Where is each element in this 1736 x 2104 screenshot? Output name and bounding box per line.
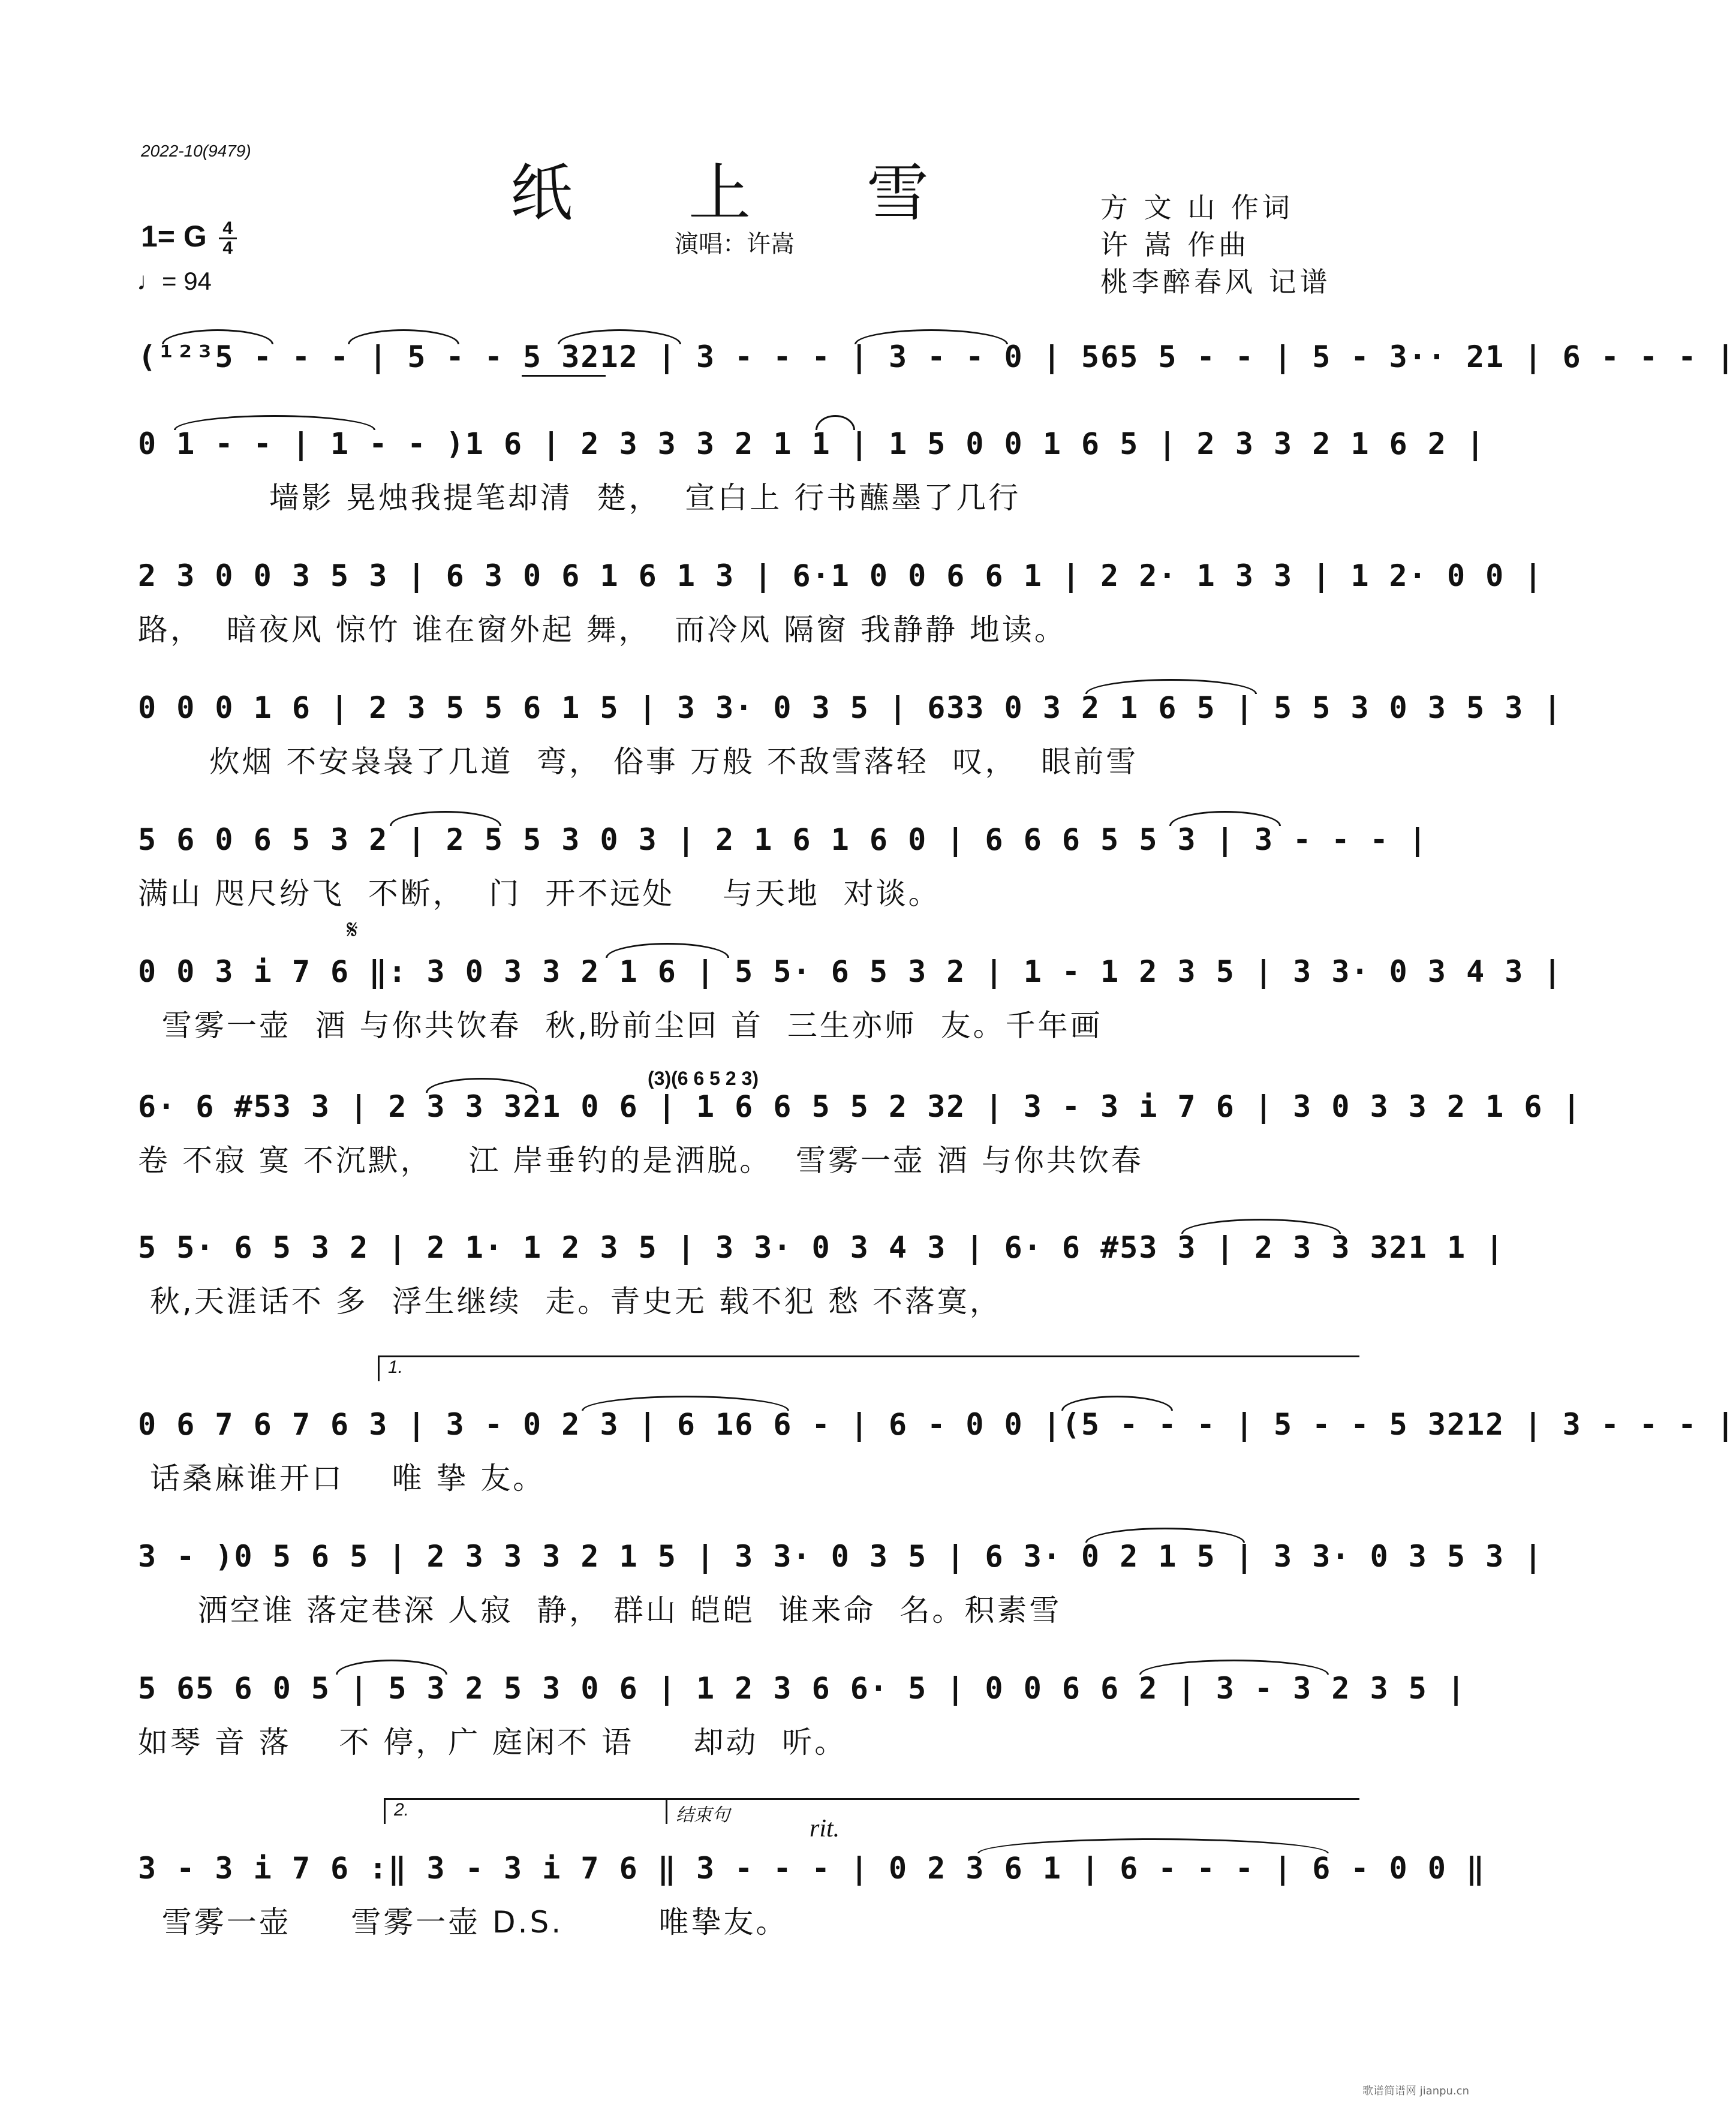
notes-line: 0 0 3 i 7 6 ‖: 3 0 3 3 2 1 6 | 5 5· 6 5 3 2 | 1 - 1 2 3 5 | 3 3· 0 3 4 3 | (138, 954, 1563, 989)
page-title: 纸 上 雪 (510, 157, 977, 230)
score-system (138, 1224, 1505, 1343)
notes-line: 2 3 0 0 3 5 3 | 6 3 0 6 1 6 1 3 | 6·1 0 0 6 6 1 | 2 2· 1 3 3 | 1 2· 0 0 | (138, 558, 1544, 593)
score-system (138, 420, 1486, 540)
volta-1: 1. (378, 1355, 1359, 1381)
time-top: 4 (222, 218, 233, 239)
notes-line: 0 1 - - | 1 - - )1 6 | 2 3 3 3 2 1 1 | 1 5 0 0 1 6 5 | 2 3 3 2 1 6 2 | (138, 426, 1486, 461)
score-system (138, 552, 1544, 672)
score-system (138, 1844, 1486, 1964)
tie (1061, 1396, 1173, 1411)
lyricist-credit: 方 文 山 作词 (1100, 191, 1293, 224)
ending-bracket: 结束句 (666, 1798, 1359, 1824)
tempo-mark: ♩= 94 (137, 267, 212, 295)
singer-credit: 演唱：许嵩 (675, 230, 795, 258)
notes-line: 0 6 7 6 7 6 3 | 3 - 0 2 3 | 6 16 6 - | 6 - 0 0 |(5 - - - | 5 - - 5 3212 | 3 - - - | (138, 1407, 1736, 1442)
score-code: 2022-10(9479) (141, 142, 251, 160)
rit-mark: rit. (810, 1815, 840, 1842)
lyrics-line: 如琴 音 落 不 停，广 庭闲不 语 却动 听。 (138, 1725, 847, 1760)
key-label: 1= G (141, 220, 207, 253)
tie (1085, 1528, 1245, 1543)
tie (162, 329, 273, 344)
tie (1169, 811, 1281, 826)
composer-credit: 许 嵩 作曲 (1100, 229, 1250, 261)
lyrics-line: 雪雾一壶 雪雾一壶 D.S. 唯挚友。 (138, 1905, 789, 1940)
tie (348, 329, 459, 344)
lyrics-line: 卷 不寂 寞 不沉默， 江 岸垂钓的是洒脱。 雪雾一壶 酒 与你共饮春 (138, 1143, 1144, 1178)
score-system (138, 948, 1563, 1068)
lyrics-line: 洒空谁 落定巷深 人寂 静， 群山 皑皑 谁来命 名。积素雪 (138, 1593, 1062, 1628)
tie (558, 329, 681, 344)
tie (606, 943, 729, 958)
key-signature (141, 219, 237, 257)
lyrics-line: 墙影 晃烛我提笔却清 楚， 宣白上 行书蘸墨了几行 (138, 480, 1021, 515)
lyrics-line: 雪雾一壶 酒 与你共饮春 秋,盼前尘回 首 三生亦师 友。千年画 (138, 1008, 1103, 1043)
score-system (138, 1664, 1467, 1784)
score-system (138, 816, 1428, 936)
tie (977, 1838, 1329, 1853)
alt-notes: (3)(6 6 5 2 3) (648, 1068, 759, 1089)
lyrics-line: 秋,天涯话不 多 浮生继续 走。青史无 载不犯 愁 不落寞， (138, 1284, 1002, 1319)
tie (855, 329, 1008, 344)
notes-line: (¹²³5 - - - | 5 - - 5 3212 | 3 - - - | 3 - - 0 | 565 5 - - | 5 - 3·· 21 | 6 - - - | (138, 339, 1736, 374)
lyrics-line: 路， 暗夜风 惊竹 谁在窗外起 舞， 而冷风 隔窗 我静静 地读。 (138, 612, 1067, 647)
score-system (138, 1083, 1582, 1203)
tie (582, 1396, 789, 1411)
lyrics-line: 话桑麻谁开口 唯 挚 友。 (138, 1461, 546, 1496)
notes-line: 6· 6 #53 3 | 2 3 3 321 0 6 | 1 6 6 5 5 2 32 | 3 - 3 i 7 6 | 3 0 3 3 2 1 6 | (138, 1089, 1582, 1124)
time-bottom: 4 (222, 238, 233, 259)
notes-line: 3 - 3 i 7 6 :‖ 3 - 3 i 7 6 ‖ 3 - - - | 0 2 3 6 1 | 6 - - - | 6 - 0 0 ‖ (138, 1851, 1486, 1886)
beam (522, 375, 606, 377)
time-signature (219, 220, 237, 257)
volta-2: 2. (384, 1798, 670, 1824)
lyrics-line: 炊烟 不安袅袅了几道 弯， 俗事 万般 不敌雪落轻 叹， 眼前雪 (138, 744, 1139, 779)
tie (1139, 1660, 1329, 1675)
segno-mark: 𝄋 (347, 915, 358, 945)
notes-line: 3 - )0 5 6 5 | 2 3 3 3 2 1 5 | 3 3· 0 3 5 | 6 3· 0 2 1 5 | 3 3· 0 3 5 3 | (138, 1539, 1544, 1574)
tie (336, 1660, 447, 1675)
score-system (138, 684, 1563, 804)
tie (1085, 679, 1257, 694)
notes-line: 5 5· 6 5 3 2 | 2 1· 1 2 3 5 | 3 3· 0 3 4 3 | 6· 6 #53 3 | 2 3 3 321 1 | (138, 1230, 1505, 1265)
transcriber-credit: 桃李醉春风 记谱 (1100, 266, 1331, 298)
score-system (138, 1400, 1736, 1520)
tie (1181, 1219, 1341, 1234)
tie (390, 811, 501, 826)
notes-line: 0 0 0 1 6 | 2 3 5 5 6 1 5 | 3 3· 0 3 5 | 633 0 3 2 1 6 5 | 5 5 3 0 3 5 3 | (138, 690, 1563, 725)
notes-line: 5 6 0 6 5 3 2 | 2 5 5 3 0 3 | 2 1 6 1 6 0 | 6 6 6 5 5 3 | 3 - - - | (138, 822, 1428, 857)
tie (426, 1078, 537, 1093)
score-system (138, 1532, 1544, 1652)
footer-watermark: 歌谱简谱网 jianpu.cn (1362, 2085, 1469, 2097)
notes-line: 5 65 6 0 5 | 5 3 2 5 3 0 6 | 1 2 3 6 6· 5 | 0 0 6 6 2 | 3 - 3 2 3 5 | (138, 1671, 1467, 1706)
lyrics-line: 满山 咫尺纷飞 不断， 门 开不远处 与天地 对谈。 (138, 876, 941, 911)
